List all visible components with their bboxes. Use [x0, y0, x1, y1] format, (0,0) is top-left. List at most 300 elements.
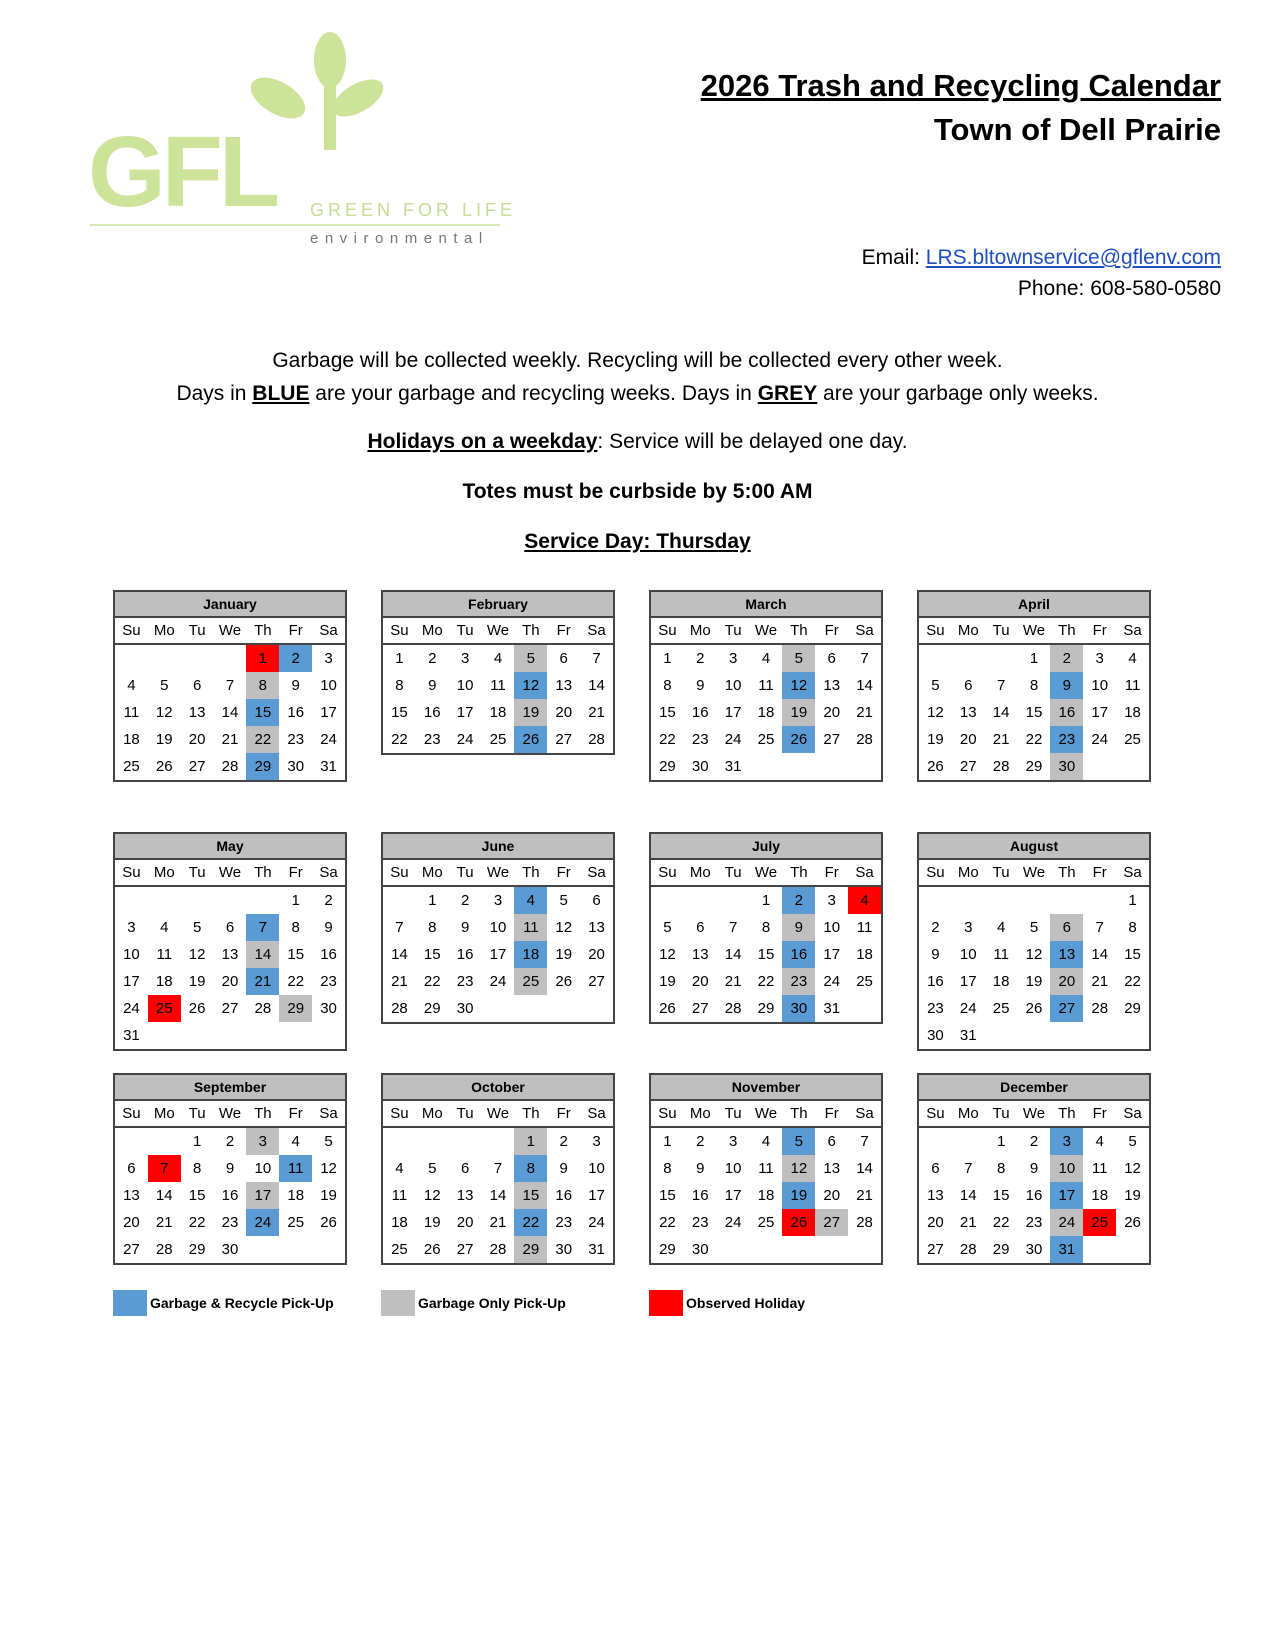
day-cell: 22 — [659, 1214, 676, 1231]
day-cell: 5 — [663, 919, 672, 936]
day-cell: 25 — [856, 973, 873, 990]
empty-cell — [815, 753, 848, 780]
weekday-label: Th — [254, 864, 272, 881]
weekday-label: Fr — [288, 864, 303, 881]
weekday-label: Th — [790, 1105, 808, 1122]
day-cell-blue: 19 — [782, 1182, 815, 1209]
empty-cell — [952, 887, 985, 914]
day-cell-grey: 19 — [782, 699, 815, 726]
weekday-label: Tu — [724, 1105, 742, 1122]
day-cell-blue: 5 — [782, 1128, 815, 1155]
empty-cell — [482, 1128, 515, 1155]
day-cell-grey: 11 — [514, 914, 547, 941]
weekday-label: Su — [658, 864, 677, 881]
day-cell: 22 — [188, 1214, 206, 1231]
weekday-label: Su — [658, 622, 677, 639]
logo-letters: GFL — [88, 122, 276, 222]
day-cell: 23 — [287, 731, 305, 748]
weekday-label: Tu — [724, 864, 742, 881]
weekday-label: Sa — [587, 1105, 606, 1122]
day-cell: 17 — [320, 704, 337, 721]
weekday-label: Fr — [1092, 622, 1107, 639]
weekday-label: Su — [926, 1105, 945, 1122]
day-cell: 4 — [127, 677, 136, 694]
day-cell: 14 — [588, 677, 605, 694]
empty-cell — [1083, 1022, 1116, 1049]
empty-cell — [115, 887, 148, 914]
month-name: June — [383, 834, 613, 860]
day-cell-blue: 29 — [246, 753, 279, 780]
legend-garbage-recycle — [113, 1290, 334, 1316]
day-cell: 15 — [423, 946, 441, 963]
weekday-label: Th — [522, 1105, 540, 1122]
day-cell: 18 — [287, 1187, 305, 1204]
weekday-label: Th — [254, 622, 272, 639]
day-cell: 18 — [489, 704, 507, 721]
day-cell: 24 — [1091, 731, 1109, 748]
day-cell: 13 — [959, 704, 977, 721]
day-cell: 8 — [192, 1160, 202, 1177]
weekday-label: Th — [1058, 864, 1076, 881]
day-cell: 26 — [188, 1000, 206, 1017]
day-cell: 16 — [555, 1187, 573, 1204]
day-cell: 10 — [724, 1160, 742, 1177]
empty-cell — [148, 1128, 181, 1155]
month-calendar-november — [649, 1073, 883, 1265]
weekday-label: Th — [522, 622, 540, 639]
empty-cell — [383, 1128, 416, 1155]
day-cell: 24 — [456, 731, 474, 748]
weekday-label: Sa — [319, 1105, 338, 1122]
empty-cell — [782, 753, 815, 780]
day-cell: 18 — [757, 1187, 775, 1204]
day-cell: 30 — [221, 1241, 239, 1258]
day-cell: 20 — [823, 1187, 841, 1204]
day-cell: 13 — [823, 1160, 841, 1177]
weekday-label: We — [486, 622, 510, 639]
day-cell: 30 — [927, 1027, 944, 1044]
day-cell-grey: 5 — [514, 645, 547, 672]
day-cell: 10 — [254, 1160, 272, 1177]
weekday-label: Fr — [1092, 864, 1107, 881]
empty-cell — [148, 887, 181, 914]
day-cell: 3 — [827, 892, 836, 909]
weekday-label: Su — [122, 622, 141, 639]
day-grid — [383, 887, 613, 1022]
day-cell: 4 — [996, 919, 1006, 936]
weekday-label: Fr — [556, 864, 571, 881]
day-cell-grey: 3 — [246, 1128, 279, 1155]
legend-swatch — [381, 1290, 415, 1316]
day-cell: 15 — [287, 946, 305, 963]
day-cell: 19 — [155, 731, 173, 748]
empty-cell — [312, 1022, 345, 1049]
weekday-label: Su — [390, 864, 409, 881]
day-cell: 16 — [423, 704, 441, 721]
empty-cell — [246, 1236, 279, 1263]
holiday-text: : Service will be delayed one day. — [597, 430, 908, 453]
month-calendar-august — [917, 832, 1151, 1051]
day-cell: 8 — [761, 919, 771, 936]
day-cell: 19 — [320, 1187, 337, 1204]
empty-cell — [952, 645, 985, 672]
empty-cell — [782, 1236, 815, 1263]
empty-cell — [312, 1236, 345, 1263]
day-cell: 29 — [659, 758, 676, 775]
weekday-label: Sa — [319, 864, 338, 881]
day-cell: 28 — [155, 1241, 173, 1258]
weekday-label: Fr — [288, 622, 303, 639]
day-cell: 18 — [155, 973, 173, 990]
holiday-label: Holidays on a weekday — [367, 430, 598, 453]
month-name: December — [919, 1075, 1149, 1101]
info-blue: BLUE — [252, 382, 310, 405]
empty-cell — [214, 1022, 247, 1049]
weekday-label: We — [754, 1105, 778, 1122]
day-cell: 21 — [1091, 973, 1109, 990]
day-cell: 7 — [1095, 919, 1104, 936]
day-cell-blue: 3 — [1050, 1128, 1083, 1155]
day-cell: 27 — [456, 1241, 474, 1258]
day-cell: 17 — [823, 946, 841, 963]
day-cell: 23 — [456, 973, 474, 990]
day-cell: 20 — [927, 1214, 944, 1231]
weekday-label: Sa — [1123, 1105, 1142, 1122]
day-cell: 18 — [992, 973, 1010, 990]
day-cell: 27 — [691, 1000, 709, 1017]
legend-label: Garbage Only Pick-Up — [418, 1295, 566, 1311]
weekday-label: Fr — [824, 1105, 839, 1122]
day-cell: 18 — [856, 946, 873, 963]
day-cell-grey: 1 — [514, 1128, 547, 1155]
day-grid — [115, 887, 345, 1049]
weekday-header — [651, 860, 881, 887]
day-cell: 13 — [927, 1187, 944, 1204]
info-text: Days in — [176, 382, 253, 405]
day-cell: 27 — [588, 973, 605, 990]
day-cell-grey: 24 — [1050, 1209, 1083, 1236]
empty-cell — [214, 887, 247, 914]
weekday-label: We — [1022, 864, 1046, 881]
empty-cell — [919, 887, 952, 914]
day-cell: 11 — [123, 704, 140, 721]
day-cell-blue: 4 — [514, 887, 547, 914]
contact-info — [862, 242, 1221, 304]
day-cell: 13 — [221, 946, 239, 963]
weekday-label: Tu — [456, 864, 474, 881]
day-cell: 15 — [1124, 946, 1141, 963]
day-cell-grey: 30 — [1050, 753, 1083, 780]
day-cell: 24 — [489, 973, 507, 990]
day-cell-red: 26 — [782, 1209, 815, 1236]
day-cell: 25 — [123, 758, 140, 775]
day-cell: 4 — [761, 650, 771, 667]
day-cell: 9 — [291, 677, 300, 694]
month-name: August — [919, 834, 1149, 860]
month-name: January — [115, 592, 345, 618]
day-cell: 2 — [225, 1133, 235, 1150]
day-cell: 1 — [291, 892, 300, 909]
day-cell: 14 — [1091, 946, 1109, 963]
weekday-label: Tu — [724, 622, 742, 639]
day-cell: 3 — [1095, 650, 1104, 667]
day-cell: 20 — [959, 731, 977, 748]
day-cell-grey: 15 — [514, 1182, 547, 1209]
page-title-block — [701, 68, 1221, 148]
empty-cell — [750, 1236, 783, 1263]
day-cell: 25 — [489, 731, 507, 748]
day-cell: 22 — [391, 731, 408, 748]
day-cell: 7 — [728, 919, 738, 936]
day-cell: 9 — [428, 677, 437, 694]
day-cell: 29 — [1025, 758, 1043, 775]
day-cell: 13 — [123, 1187, 140, 1204]
empty-cell — [684, 887, 717, 914]
empty-cell — [279, 1236, 312, 1263]
info-text: are your garbage and recycling weeks. Days in — [309, 382, 758, 405]
day-cell: 4 — [291, 1133, 300, 1150]
day-cell: 22 — [1025, 731, 1043, 748]
day-cell: 19 — [188, 973, 206, 990]
day-cell: 28 — [856, 1214, 873, 1231]
day-cell: 18 — [1124, 704, 1141, 721]
day-cell: 21 — [221, 731, 239, 748]
phone: Phone: 608-580-0580 — [1017, 277, 1221, 300]
day-cell: 6 — [592, 892, 601, 909]
day-cell: 2 — [696, 1133, 705, 1150]
day-cell: 6 — [225, 919, 235, 936]
weekday-label: Su — [658, 1105, 677, 1122]
empty-cell — [1050, 887, 1083, 914]
weekday-header — [651, 618, 881, 645]
day-cell: 24 — [123, 1000, 140, 1017]
day-cell: 25 — [757, 1214, 775, 1231]
day-cell-red: 1 — [246, 645, 279, 672]
day-cell-grey: 5 — [782, 645, 815, 672]
day-cell: 9 — [324, 919, 333, 936]
day-cell: 7 — [860, 650, 869, 667]
weekday-label: Th — [790, 622, 808, 639]
empty-cell — [717, 1236, 750, 1263]
day-cell: 19 — [555, 946, 573, 963]
day-cell-blue: 11 — [279, 1155, 312, 1182]
weekday-header — [919, 860, 1149, 887]
day-cell: 23 — [555, 1214, 573, 1231]
day-cell: 24 — [588, 1214, 605, 1231]
weekday-label: Mo — [153, 1105, 175, 1122]
day-cell: 28 — [489, 1241, 507, 1258]
day-cell: 27 — [123, 1241, 140, 1258]
weekday-label: We — [486, 864, 510, 881]
day-cell: 9 — [696, 1160, 705, 1177]
day-cell: 30 — [691, 758, 709, 775]
day-cell: 6 — [192, 677, 202, 694]
day-cell: 13 — [555, 677, 573, 694]
day-cell: 22 — [659, 731, 676, 748]
day-cell: 6 — [827, 1133, 836, 1150]
day-cell: 20 — [188, 731, 206, 748]
day-cell: 25 — [757, 731, 775, 748]
day-cell: 28 — [724, 1000, 742, 1017]
day-cell: 29 — [757, 1000, 775, 1017]
day-cell: 17 — [724, 1187, 742, 1204]
weekday-label: Th — [254, 1105, 272, 1122]
day-cell: 10 — [959, 946, 977, 963]
day-cell: 14 — [489, 1187, 507, 1204]
legend-swatch — [113, 1290, 147, 1316]
weekday-label: Fr — [1092, 1105, 1107, 1122]
day-cell-blue: 21 — [246, 968, 279, 995]
legend-holiday — [649, 1290, 805, 1316]
day-cell: 14 — [155, 1187, 173, 1204]
day-cell: 17 — [724, 704, 742, 721]
legend-label: Observed Holiday — [686, 1295, 806, 1311]
day-cell: 23 — [320, 973, 337, 990]
day-cell: 8 — [291, 919, 300, 936]
month-name: July — [651, 834, 881, 860]
day-cell: 22 — [1124, 973, 1141, 990]
weekday-label: Sa — [855, 864, 874, 881]
day-cell: 13 — [691, 946, 709, 963]
day-cell: 22 — [423, 973, 441, 990]
day-cell: 23 — [927, 1000, 944, 1017]
weekday-header — [383, 618, 613, 645]
page-subtitle: Town of Dell Prairie — [933, 112, 1221, 147]
day-cell: 6 — [827, 650, 836, 667]
day-cell: 29 — [659, 1241, 676, 1258]
day-cell: 28 — [1091, 1000, 1109, 1017]
month-calendar-october — [381, 1073, 615, 1265]
day-cell: 5 — [324, 1133, 333, 1150]
day-cell: 9 — [460, 919, 470, 936]
empty-cell — [383, 887, 416, 914]
day-cell-blue: 8 — [514, 1155, 547, 1182]
empty-cell — [919, 1128, 952, 1155]
day-cell: 15 — [659, 704, 676, 721]
empty-cell — [416, 1128, 449, 1155]
weekday-label: Fr — [288, 1105, 303, 1122]
day-grid — [651, 887, 881, 1022]
empty-cell — [717, 887, 750, 914]
day-cell: 23 — [221, 1214, 239, 1231]
day-cell: 18 — [757, 704, 775, 721]
weekday-label: Tu — [992, 1105, 1010, 1122]
email-label: Email: — [861, 246, 926, 269]
day-cell-blue: 12 — [782, 672, 815, 699]
day-cell: 12 — [423, 1187, 441, 1204]
weekday-label: Sa — [1123, 622, 1142, 639]
weekday-label: We — [1022, 1105, 1046, 1122]
day-cell-blue: 26 — [782, 726, 815, 753]
day-cell-blue: 2 — [279, 645, 312, 672]
day-cell: 11 — [391, 1187, 408, 1204]
weekday-label: Mo — [421, 1105, 443, 1122]
day-cell: 5 — [559, 892, 568, 909]
day-cell: 24 — [724, 731, 742, 748]
email-link[interactable]: LRS.bltownservice@gflenv.com — [925, 246, 1221, 269]
day-cell: 5 — [192, 919, 202, 936]
day-cell: 8 — [428, 919, 437, 936]
empty-cell — [181, 645, 214, 672]
weekday-label: Mo — [689, 864, 711, 881]
weekday-label: We — [218, 864, 242, 881]
day-cell: 3 — [324, 650, 333, 667]
empty-cell — [580, 995, 613, 1022]
day-cell: 12 — [188, 946, 206, 963]
gfl-logo — [88, 30, 517, 255]
month-calendar-february — [381, 590, 615, 755]
empty-cell — [482, 995, 515, 1022]
day-cell: 10 — [320, 677, 337, 694]
day-cell: 24 — [823, 973, 841, 990]
weekday-label: We — [754, 622, 778, 639]
day-cell: 16 — [691, 704, 709, 721]
day-cell: 16 — [927, 973, 944, 990]
weekday-label: Tu — [456, 1105, 474, 1122]
weekday-label: Mo — [957, 1105, 979, 1122]
day-cell: 28 — [391, 1000, 408, 1017]
empty-cell — [115, 645, 148, 672]
weekday-label: Mo — [957, 622, 979, 639]
day-cell: 23 — [691, 1214, 709, 1231]
totes-note: Totes must be curbside by 5:00 AM — [462, 480, 813, 503]
day-cell: 15 — [188, 1187, 206, 1204]
empty-cell — [985, 1022, 1018, 1049]
day-cell: 10 — [489, 919, 507, 936]
empty-cell — [214, 645, 247, 672]
legend-swatch — [649, 1290, 683, 1316]
weekday-label: Mo — [689, 622, 711, 639]
month-name: February — [383, 592, 613, 618]
day-cell: 28 — [254, 1000, 272, 1017]
day-cell-grey: 16 — [1050, 699, 1083, 726]
day-cell: 5 — [1029, 919, 1039, 936]
day-cell-grey: 25 — [514, 968, 547, 995]
day-grid — [919, 645, 1149, 780]
day-cell: 19 — [659, 973, 676, 990]
day-cell: 29 — [423, 1000, 441, 1017]
day-cell: 16 — [287, 704, 305, 721]
weekday-header — [383, 860, 613, 887]
day-cell: 6 — [931, 1160, 940, 1177]
day-cell: 14 — [856, 677, 873, 694]
day-cell-grey: 20 — [1050, 968, 1083, 995]
day-cell: 28 — [992, 758, 1010, 775]
day-cell: 8 — [1128, 919, 1137, 936]
day-cell: 11 — [758, 1160, 774, 1177]
day-cell: 12 — [320, 1160, 337, 1177]
day-cell: 27 — [959, 758, 977, 775]
weekday-label: Su — [390, 1105, 409, 1122]
day-cell: 11 — [1091, 1160, 1108, 1177]
day-cell-grey: 2 — [1050, 645, 1083, 672]
holiday-note — [0, 429, 1275, 454]
day-cell: 11 — [758, 677, 774, 694]
empty-cell — [651, 887, 684, 914]
day-cell-blue: 24 — [246, 1209, 279, 1236]
empty-cell — [246, 887, 279, 914]
day-cell: 12 — [1124, 1160, 1141, 1177]
month-calendar-march — [649, 590, 883, 782]
day-cell: 25 — [391, 1241, 408, 1258]
empty-cell — [1050, 1022, 1083, 1049]
month-name: March — [651, 592, 881, 618]
day-cell: 16 — [1025, 1187, 1043, 1204]
month-calendar-january — [113, 590, 347, 782]
day-cell: 4 — [1128, 650, 1137, 667]
day-cell: 6 — [460, 1160, 470, 1177]
month-name: November — [651, 1075, 881, 1101]
